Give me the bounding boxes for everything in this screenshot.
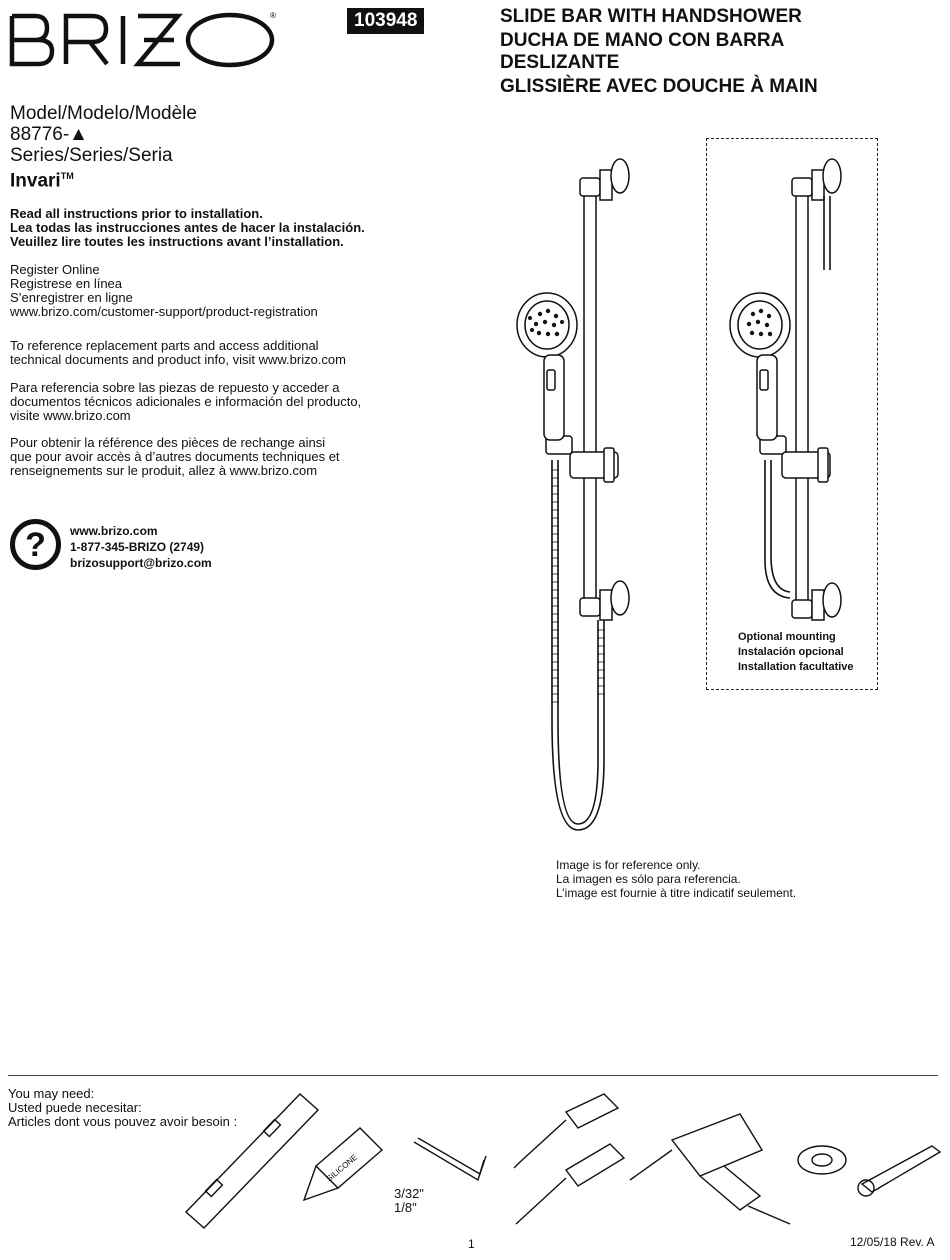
contact-website[interactable]: www.brizo.com	[70, 524, 158, 538]
svg-text:®: ®	[270, 11, 276, 20]
revision-date: 12/05/18 Rev. A	[850, 1235, 935, 1249]
contact-email[interactable]: brizosupport@brizo.com	[70, 556, 212, 570]
register-block	[10, 263, 318, 319]
note-en: Image is for reference only.	[556, 858, 701, 872]
reference-es-line: documentos técnicos adicionales e información del producto,	[10, 394, 362, 409]
note-es: La imagen es sólo para referencia.	[556, 872, 741, 886]
model-label: Model/Modelo/Modèle	[10, 103, 197, 124]
register-url[interactable]: www.brizo.com/customer-support/product-registration	[10, 304, 318, 319]
tools-fr: Articles dont vous pouvez avoir besoin :	[8, 1114, 238, 1129]
reference-es-line: Para referencia sobre las piezas de repuesto y acceder a	[10, 380, 340, 395]
hex-size: 1/8"	[394, 1200, 417, 1215]
series-name	[10, 166, 197, 191]
optional-es: Instalación opcional	[738, 646, 844, 658]
hex-size: 3/32"	[394, 1186, 424, 1201]
reference-note	[556, 858, 796, 900]
series-label: Series/Series/Seria	[10, 145, 173, 166]
question-icon	[9, 518, 62, 571]
read-fr: Veuillez lire toutes les instructions avant l’installation.	[10, 234, 344, 249]
optional-fr: Installation facultative	[738, 661, 854, 673]
read-instructions	[10, 207, 365, 249]
read-en: Read all instructions prior to installation.	[10, 206, 263, 221]
series-name-text: Invari	[10, 170, 61, 192]
title-french: GLISSIÈRE AVEC DOUCHE À MAIN	[500, 76, 818, 97]
document-number: 103948	[347, 8, 424, 34]
brizo-logo	[8, 8, 278, 68]
reference-es	[10, 381, 361, 423]
page-number: 1	[468, 1237, 475, 1251]
reference-es-line: visite www.brizo.com	[10, 408, 131, 423]
contact-info	[70, 523, 212, 571]
reference-en-line: To reference replacement parts and access additional	[10, 338, 319, 353]
trademark: TM	[60, 171, 74, 181]
register-en: Register Online	[10, 262, 100, 277]
register-es: Registrese en línea	[10, 276, 123, 291]
tools-es: Usted puede necesitar:	[8, 1100, 142, 1115]
tools-needed	[8, 1087, 237, 1129]
model-number: 88776-▲	[10, 124, 88, 145]
register-fr: S’enregistrer en ligne	[10, 290, 133, 305]
reference-en	[10, 339, 346, 367]
hex-key-sizes	[394, 1187, 424, 1215]
title-spanish: DUCHA DE MANO CON BARRA DESLIZANTE	[500, 30, 784, 73]
divider	[8, 1075, 938, 1076]
reference-fr-line: Pour obtenir la référence des pièces de rechange ainsi	[10, 435, 326, 450]
reference-fr	[10, 436, 340, 478]
tools-en: You may need:	[8, 1086, 95, 1101]
reference-fr-line: que pour avoir accès à d’autres documents techniques et	[10, 449, 340, 464]
reference-en-line: technical documents and product info, visit www.brizo.com	[10, 352, 346, 367]
contact-phone: 1-877-345-BRIZO (2749)	[70, 540, 205, 554]
reference-fr-line: renseignements sur le produit, allez à www.brizo.com	[10, 463, 318, 478]
model-info	[10, 103, 197, 191]
product-title	[500, 6, 920, 100]
title-english: SLIDE BAR WITH HANDSHOWER	[500, 6, 802, 27]
optional-en: Optional mounting	[738, 631, 836, 643]
optional-mounting-caption	[738, 630, 854, 675]
svg-text:?: ?	[25, 526, 46, 564]
read-es: Lea todas las instrucciones antes de hacer la instalación.	[10, 220, 365, 235]
silicone-label: SILICONE	[324, 1152, 360, 1184]
optional-mounting-box	[706, 138, 878, 690]
note-fr: L’image est fournie à titre indicatif seulement.	[556, 886, 797, 900]
